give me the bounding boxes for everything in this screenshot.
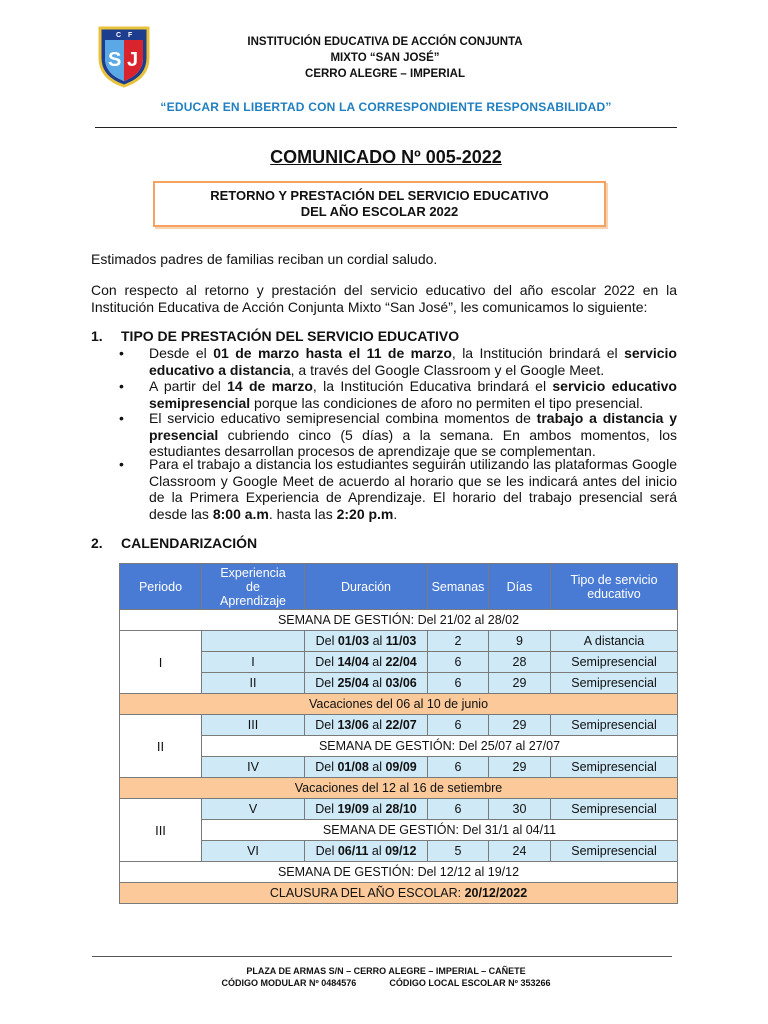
codigo-local: CÓDIGO LOCAL ESCOLAR Nº 353266 (389, 978, 551, 988)
weeks-cell: 2 (428, 631, 489, 652)
duration-cell: Del 01/03 al 11/03 (305, 631, 428, 652)
calendar-table (119, 563, 678, 904)
col-header-semanas: Semanas (428, 564, 489, 610)
days-cell: 29 (489, 715, 551, 736)
svg-text:J: J (127, 49, 139, 71)
school-location: CERRO ALEGRE – IMPERIAL (305, 68, 465, 80)
section-title: CALENDARIZACIÓN (121, 535, 258, 551)
table-row (120, 883, 678, 904)
bullet-item: • A partir del 14 de marzo, la Institución Educativa brindará el servicio educativo semipresencial porque las condiciones de aforo no permiten el tipo presencial. (119, 378, 677, 411)
table-row (120, 652, 678, 673)
days-cell: 29 (489, 673, 551, 694)
table-row (120, 841, 678, 862)
svg-text:F: F (128, 32, 133, 39)
table-row (120, 799, 678, 820)
table-row (120, 757, 678, 778)
section-title: TIPO DE PRESTACIÓN DEL SERVICIO EDUCATIVO (121, 328, 460, 344)
school-name: MIXTO “SAN JOSÉ” (330, 52, 440, 64)
type-cell: A distancia (551, 631, 678, 652)
exp-cell: IV (202, 757, 305, 778)
weeks-cell: 5 (428, 841, 489, 862)
logo-letters: C (116, 32, 122, 39)
col-header-dias: Días (489, 564, 551, 610)
table-row (120, 715, 678, 736)
col-header-tipo: Tipo de servicio educativo (551, 564, 678, 610)
period-cell: II (120, 715, 202, 778)
svg-text:S: S (108, 49, 122, 71)
section-number: 1. (91, 328, 103, 344)
bullet-icon: • (119, 456, 124, 472)
vacation-row: Vacaciones del 12 al 16 de setiembre (120, 778, 678, 799)
bullet-item: • El servicio educativo semipresencial combina momentos de trabajo a distancia y presencial cubriendo cinco (5 días) a la semana. En ambos momentos, los estudiantes desarrollan procesos de aprendizaje que se complementan. (119, 410, 678, 459)
duration-cell: Del 01/08 al 09/09 (305, 757, 428, 778)
table-row (120, 610, 678, 631)
type-cell: Semipresencial (551, 652, 678, 673)
col-header-duracion: Duración (305, 564, 428, 610)
footer-divider (92, 956, 672, 957)
col-header-periodo: Periodo (120, 564, 202, 610)
exp-cell (202, 631, 305, 652)
gestion-row: SEMANA DE GESTIÓN: Del 21/02 al 28/02 (120, 610, 678, 631)
col-header-experiencia: Experiencia de Aprendizaje (202, 564, 305, 610)
table-row (120, 736, 678, 757)
table-row (120, 631, 678, 652)
type-cell: Semipresencial (551, 799, 678, 820)
document-title: COMUNICADO Nº 005-2022 (270, 147, 502, 167)
exp-cell: III (202, 715, 305, 736)
weeks-cell: 6 (428, 673, 489, 694)
type-cell: Semipresencial (551, 673, 678, 694)
bullet-icon: • (119, 410, 124, 426)
vacation-row: Vacaciones del 06 al 10 de junio (120, 694, 678, 715)
intro-paragraph: Con respecto al retorno y prestación del servicio educativo del año escolar 2022 en la Institución Educativa de Acción Conjunta Mixto “San José”, les comunicamos lo siguiente: (91, 282, 677, 315)
duration-cell: Del 25/04 al 03/06 (305, 673, 428, 694)
institution-name: INSTITUCIÓN EDUCATIVA DE ACCIÓN CONJUNTA (247, 36, 523, 48)
exp-cell: VI (202, 841, 305, 862)
school-motto: “EDUCAR EN LIBERTAD CON LA CORRESPONDIENTE RESPONSABILIDAD” (160, 100, 612, 114)
closing-row: CLAUSURA DEL AÑO ESCOLAR: 20/12/2022 (120, 883, 678, 904)
table-header-row (120, 564, 678, 610)
codigo-modular: CÓDIGO MODULAR Nº 0484576 (221, 978, 357, 988)
greeting-paragraph: Estimados padres de familias reciban un cordial saludo. (91, 251, 438, 267)
section-2-heading (91, 535, 257, 551)
days-cell: 29 (489, 757, 551, 778)
section-number: 2. (91, 535, 103, 551)
bullet-icon: • (119, 378, 124, 394)
duration-cell: Del 13/06 al 22/07 (305, 715, 428, 736)
table-row (120, 673, 678, 694)
bullet-icon: • (119, 345, 124, 361)
duration-cell: Del 19/09 al 28/10 (305, 799, 428, 820)
period-cell: I (120, 631, 202, 694)
section-1-heading (91, 328, 459, 344)
exp-cell: I (202, 652, 305, 673)
bullet-item: • Para el trabajo a distancia los estudiantes seguirán utilizando las plataformas Google Classroom y Google Meet de acuerdo al horario que se les indicará antes del inicio de la Primera Experiencia de Aprendizaje. El horario del trabajo presencial será desde las 8:00 a.m. hasta las 2:20 p.m. (119, 456, 677, 522)
period-cell: III (120, 799, 202, 862)
footer-address: PLAZA DE ARMAS S/N – CERRO ALEGRE – IMPERIAL – CAÑETE (246, 966, 526, 976)
weeks-cell: 6 (428, 715, 489, 736)
gestion-row: SEMANA DE GESTIÓN: Del 12/12 al 19/12 (120, 862, 678, 883)
weeks-cell: 6 (428, 757, 489, 778)
school-logo (96, 24, 152, 88)
footer-codes (96, 978, 676, 988)
weeks-cell: 6 (428, 799, 489, 820)
bullet-item: • Desde el 01 de marzo hasta el 11 de marzo, la Institución brindará el servicio educativo a distancia, a través del Google Classroom y el Google Meet. (119, 345, 677, 378)
days-cell: 24 (489, 841, 551, 862)
table-row (120, 820, 678, 841)
header-divider (95, 127, 677, 128)
type-cell: Semipresencial (551, 757, 678, 778)
exp-cell: II (202, 673, 305, 694)
gestion-row: SEMANA DE GESTIÓN: Del 25/07 al 27/07 (202, 736, 678, 757)
table-row (120, 694, 678, 715)
type-cell: Semipresencial (551, 841, 678, 862)
days-cell: 9 (489, 631, 551, 652)
days-cell: 28 (489, 652, 551, 673)
table-row (120, 778, 678, 799)
subtitle-line-2: DEL AÑO ESCOLAR 2022 (300, 204, 459, 219)
days-cell: 30 (489, 799, 551, 820)
subtitle-box (153, 181, 606, 227)
duration-cell: Del 06/11 al 09/12 (305, 841, 428, 862)
weeks-cell: 6 (428, 652, 489, 673)
exp-cell: V (202, 799, 305, 820)
gestion-row: SEMANA DE GESTIÓN: Del 31/1 al 04/11 (202, 820, 678, 841)
type-cell: Semipresencial (551, 715, 678, 736)
table-row (120, 862, 678, 883)
duration-cell: Del 14/04 al 22/04 (305, 652, 428, 673)
subtitle-line-1: RETORNO Y PRESTACIÓN DEL SERVICIO EDUCATIVO (210, 188, 549, 203)
